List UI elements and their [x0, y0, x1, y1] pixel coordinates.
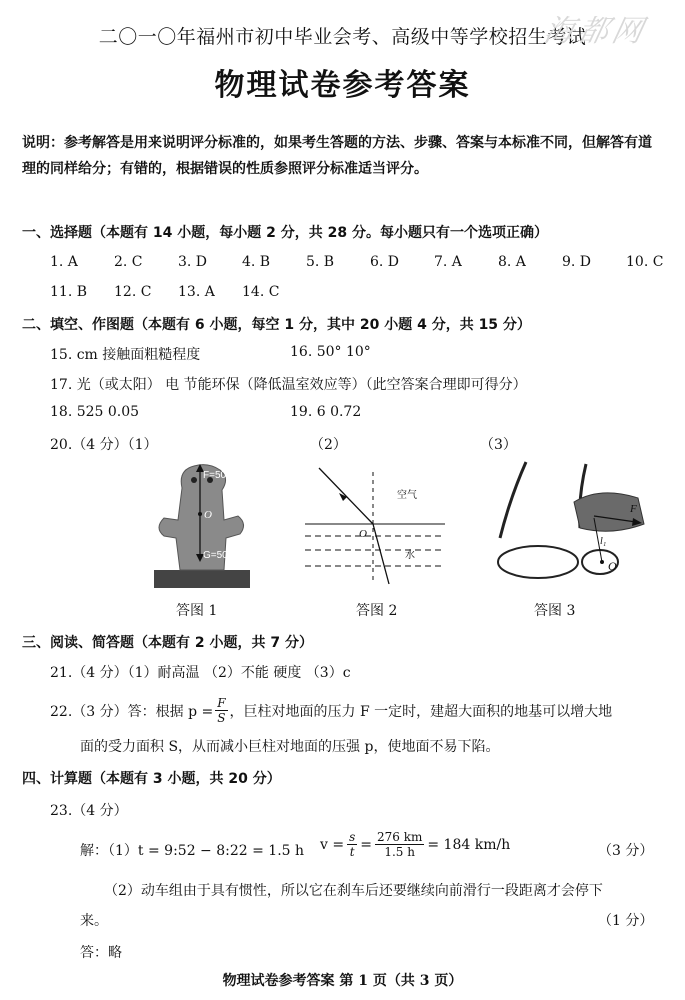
watermark: 海都网: [540, 14, 650, 49]
fraction-s: s: [349, 830, 356, 844]
figure-3-caption: 答图 3: [534, 603, 576, 619]
answer-20-part2: （2）: [310, 437, 347, 453]
fig3-pivot-o: [600, 560, 604, 564]
section1-row1: [50, 254, 666, 270]
answer-23-points2: （1 分）: [598, 913, 654, 929]
fig2-o-label: O: [359, 528, 367, 540]
answer-18: 18. 525 0.05: [50, 404, 140, 420]
answer-23-part2-line2: 来。: [80, 913, 108, 929]
answer-17: 17. 光（或太阳） 电 节能环保（降低温室效应等）（此空答案合理即可得分）: [50, 377, 527, 393]
fig1-eye-left: [191, 477, 197, 483]
fig2-incident-arrow: [339, 493, 347, 501]
answer-15: 15. cm 接触面粗糙程度: [50, 347, 201, 363]
fig1-g-label: G=50N: [203, 550, 235, 561]
fig3-lens-left: [498, 546, 578, 578]
answer-3: 3. D: [178, 254, 208, 270]
fraction-time: 1.5 h: [384, 845, 415, 859]
answer-1: 1. A: [50, 254, 78, 270]
fig1-base: [154, 570, 250, 588]
answer-23-part2-line1: （2）动车组由于具有惯性，所以它在刹车后还要继续向前滑行一段距离才会停下: [104, 883, 603, 899]
answer-14: 14. C: [242, 284, 280, 300]
figure-2-caption: 答图 2: [356, 603, 398, 619]
answer-22-line2: 面的受力面积 S，从而减小巨柱对地面的压强 p，使地面不易下陷。: [80, 739, 500, 755]
formula-denominator: S: [217, 711, 226, 725]
figure-1-caption: 答图 1: [176, 603, 218, 619]
fraction-distance: 276 km: [377, 830, 423, 844]
answer-9: 9. D: [562, 254, 592, 270]
fig3-l-label: l₁: [600, 536, 607, 547]
answer-10: 10. C: [626, 254, 664, 270]
section1-heading: 一、选择题（本题有 14 小题，每小题 2 分，共 28 分。每小题只有一个选项正确）: [22, 225, 548, 241]
velocity-fraction-values: [375, 830, 424, 859]
answer-22-intro: 22.（3 分）答：根据 p =: [50, 703, 214, 720]
answer-20-part3: （3）: [480, 437, 517, 453]
answer-16: 16. 50° 10°: [290, 344, 371, 360]
section3-heading: 三、阅读、简答题（本题有 2 小题，共 7 分）: [22, 635, 313, 651]
answer-4: 4. B: [242, 254, 271, 270]
velocity-lhs: v =: [320, 836, 345, 853]
answer-21: 21.（4 分）（1）耐高温 （2）不能 硬度 （3）c: [50, 665, 351, 681]
exam-title: 二〇一〇年福州市初中毕业会考、高级中等学校招生考试: [98, 26, 587, 48]
figure-2-refraction: [305, 462, 445, 587]
answer-22-line1: [50, 696, 612, 725]
velocity-equals: =: [360, 836, 372, 853]
answer-8: 8. A: [498, 254, 526, 270]
answer-7: 7. A: [434, 254, 462, 270]
fig2-incident-ray: [319, 468, 373, 524]
doc-title: 物理试卷参考答案: [214, 68, 471, 103]
answer-22-text: ，巨柱对地面的压力 F 一定时，建超大面积的地基可以增大地: [229, 703, 613, 720]
answer-13: 13. A: [178, 284, 215, 300]
figure-1-mascot-forces: [150, 458, 255, 593]
answer-2: 2. C: [114, 254, 143, 270]
pressure-formula: [215, 696, 227, 725]
section2-heading: 二、填空、作图题（本题有 6 小题，每空 1 分，其中 20 小题 4 分，共 15 分）: [22, 317, 531, 333]
fig3-glasses-arm-left: [500, 462, 526, 538]
answer-23-points1: （3 分）: [598, 843, 654, 859]
velocity-result: = 184 km/h: [427, 836, 511, 853]
answer-20-part1: 20.（4 分）（1）: [50, 437, 158, 453]
answer-12: 12. C: [114, 284, 152, 300]
answer-19: 19. 6 0.72: [290, 404, 362, 420]
velocity-fraction-st: [347, 830, 357, 859]
answer-23-conclusion: 答：略: [80, 945, 122, 961]
fig1-o-label: O: [204, 509, 212, 521]
fig2-air-label: 空气: [397, 490, 417, 501]
instructions-note: 说明：参考解答是用来说明评分标准的，如果考生答题的方法、步骤、答案与本标准不同，但解答有道理的同样给分；有错的，根据错误的性质参照评分标准适当评分。: [22, 135, 652, 177]
fig3-f-label: F: [630, 503, 637, 515]
fig2-refracted-ray: [373, 524, 389, 584]
fig1-f-label: F=50N: [203, 470, 234, 481]
section4-heading: 四、计算题（本题有 3 小题，共 20 分）: [22, 771, 281, 787]
answer-23-part1: 解：（1）t = 9:52 − 8:22 = 1.5 h: [80, 843, 305, 859]
answer-6: 6. D: [370, 254, 400, 270]
answer-5: 5. B: [306, 254, 335, 270]
section1-row2: [50, 284, 306, 300]
formula-numerator: F: [217, 696, 226, 710]
fraction-t: t: [349, 845, 355, 859]
fig3-o-label: O: [608, 559, 617, 573]
fig1-point-o: [198, 512, 202, 516]
fig2-water-label: 水: [405, 550, 415, 561]
answer-23-header: 23.（4 分）: [50, 803, 128, 819]
velocity-formula: [320, 830, 510, 859]
figure-3-lever-glasses: [488, 458, 653, 588]
page-footer: 物理试卷参考答案 第 1 页（共 3 页）: [222, 973, 463, 989]
answer-11: 11. B: [50, 284, 88, 300]
